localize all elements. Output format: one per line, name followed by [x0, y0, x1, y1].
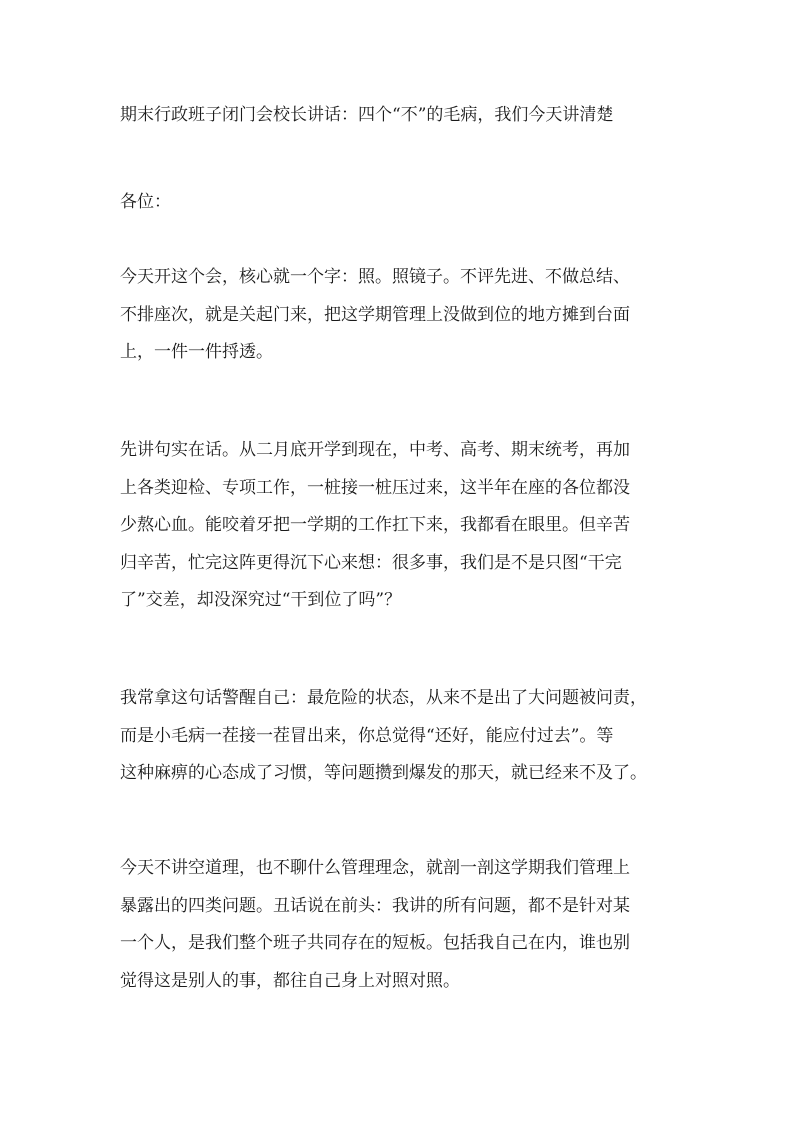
paragraph-line: 归辛苦，忙完这阵更得沉下心来想：很多事，我们是不是只图“干完 — [120, 552, 622, 573]
paragraph-line: 上，一件一件捋透。 — [120, 342, 273, 362]
paragraph-line: 先讲句实在话。从二月底开学到现在，中考、高考、期末统考，再加 — [120, 440, 630, 460]
paragraph-line: 今天开这个会，核心就一个字：照。照镜子。不评先进、不做总结、 — [120, 267, 630, 287]
paragraph-line: 少熬心血。能咬着牙把一学期的工作扛下来，我都看在眼里。但辛苦 — [120, 515, 630, 535]
paragraph-line: 不排座次，就是关起门来，把这学期管理上没做到位的地方摊到台面 — [120, 304, 630, 325]
paragraph-1 — [120, 259, 680, 372]
paragraph-line: 我常拿这句话警醒自己：最危险的状态，从来不是出了大问题被问责， — [120, 688, 647, 708]
paragraph-4 — [120, 850, 680, 1000]
paragraph-line: 觉得这是别人的事，都往自己身上对照对照。 — [120, 970, 460, 991]
paragraph-3 — [120, 680, 680, 793]
paragraph-line: 了”交差，却没深究过“干到位了吗”？ — [120, 590, 402, 610]
paragraph-line: 而是小毛病一茬接一茬冒出来，你总觉得“还好，能应付过去”。等 — [120, 725, 614, 746]
paragraph-line: 上各类迎检、专项工作，一桩接一桩压过来，这半年在座的各位都没 — [120, 477, 630, 498]
salutation: 各位： — [120, 192, 171, 212]
paragraph-line: 一个人，是我们整个班子共同存在的短板。包括我自己在内，谁也别 — [120, 933, 630, 953]
document-title: 期末行政班子闭门会校长讲话：四个“不”的毛病，我们今天讲清楚 — [120, 105, 614, 125]
paragraph-line: 今天不讲空道理，也不聊什么管理理念，就剖一剖这学期我们管理上 — [120, 858, 630, 878]
paragraph-2 — [120, 432, 680, 620]
paragraph-line: 暴露出的四类问题。丑话说在前头：我讲的所有问题，都不是针对某 — [120, 895, 630, 916]
paragraph-line: 这种麻痹的心态成了习惯，等问题攒到爆发的那天，就已经来不及了。 — [120, 763, 647, 783]
